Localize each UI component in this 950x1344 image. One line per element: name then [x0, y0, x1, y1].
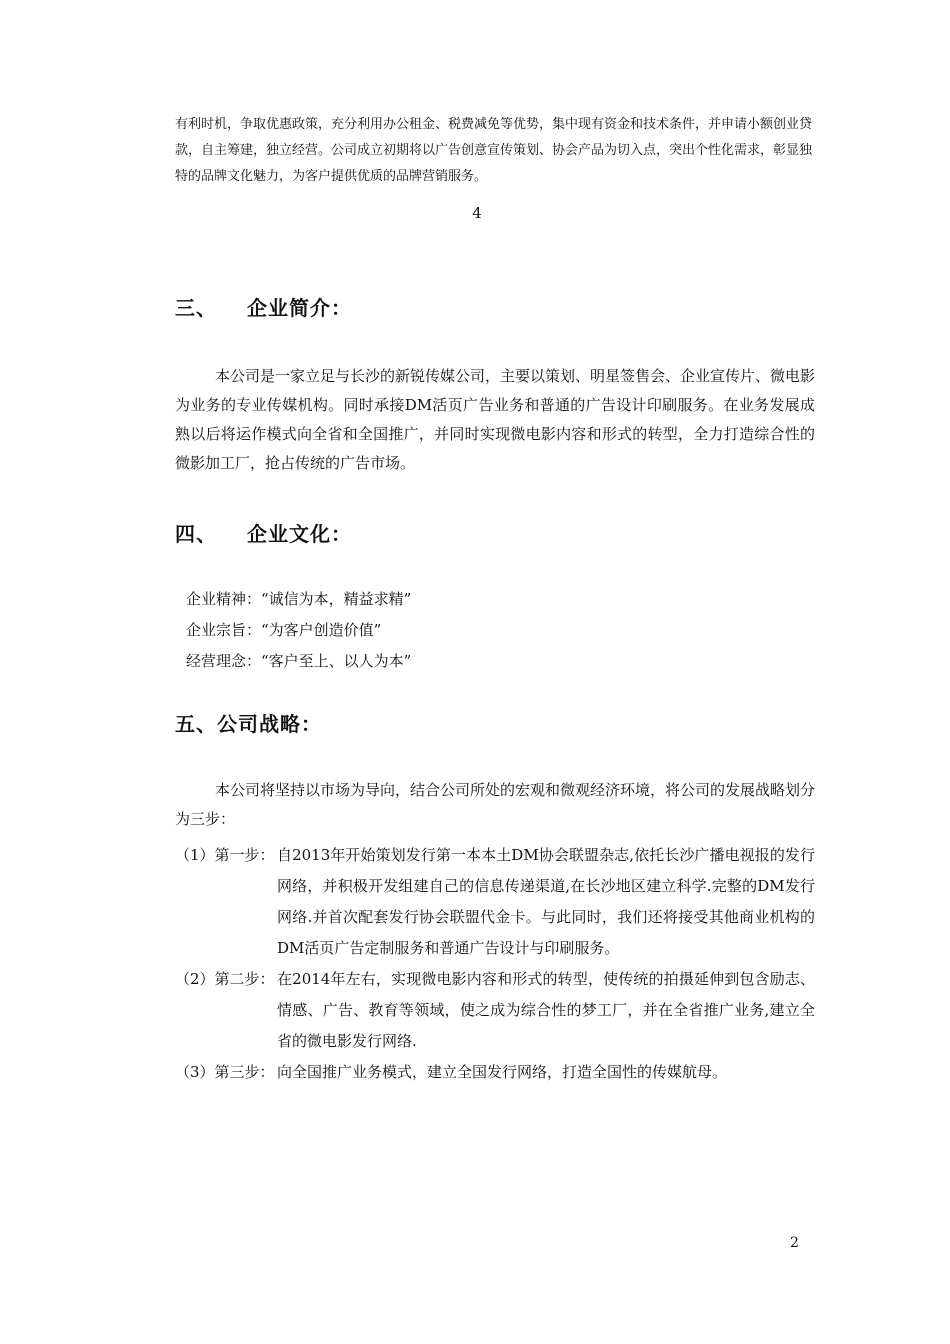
- section-5-body: [175, 776, 815, 834]
- section-5-text: 本公司将坚持以市场为导向，结合公司所处的宏观和微观经济环境，将公司的发展战略划分为三步：: [175, 781, 816, 828]
- strategy-step-3: [175, 1057, 815, 1088]
- strategy-steps: [175, 840, 815, 1088]
- step-label: （2）第二步：: [175, 970, 275, 988]
- intro-paragraph: [175, 112, 815, 190]
- section-3-body: [175, 362, 815, 478]
- culture-item-spirit: 企业精神：“诚信为本，精益求精”: [186, 590, 412, 608]
- section-4-title: 企业文化：: [247, 522, 352, 546]
- section-3-number: 三、: [175, 296, 217, 320]
- section-4-heading: [175, 518, 352, 547]
- strategy-step-2: [175, 964, 815, 1057]
- section-5-heading: [175, 708, 322, 737]
- step-label: （3）第三步：: [175, 1063, 275, 1081]
- inline-page-number: 4: [472, 204, 482, 222]
- culture-item-philosophy: 经营理念：“客户至上、以人为本”: [186, 652, 412, 670]
- section-4-number: 四、: [175, 522, 217, 546]
- step-text: 自2013年开始策划发行第一本本土DM协会联盟杂志,依托长沙广播电视报的发行网络，并积极开发组建自己的信息传递渠道,在长沙地区建立科学.完整的DM发行网络.并首次配套发行协会联盟代金卡。与此同时，我们还将接受其他商业机构的DM活页广告定制服务和普通广告设计与印刷服务。: [277, 846, 815, 957]
- section-3-text: 本公司是一家立足与长沙的新锐传媒公司，主要以策划、明星签售会、企业宣传片、微电影为业务的专业传媒机构。同时承接DM活页广告业务和普通的广告设计印刷服务。在业务发展成熟以后将运作模式向全省和全国推广，并同时实现微电影内容和形式的转型，全力打造综合性的微影加工厂，抢占传统的广告市场。: [175, 367, 816, 472]
- step-text: 在2014年左右，实现微电影内容和形式的转型，使传统的拍摄延伸到包含励志、情感、广告、教育等领域，使之成为综合性的梦工厂，并在全省推广业务,建立全省的微电影发行网络.: [277, 970, 815, 1050]
- strategy-step-1: [175, 840, 815, 964]
- page-number: 2: [790, 1235, 799, 1251]
- culture-item-purpose: 企业宗旨：“为客户创造价值”: [186, 621, 382, 639]
- section-3-title: 企业简介：: [247, 296, 352, 320]
- step-label: （1）第一步：: [175, 846, 275, 864]
- section-5-title: 五、公司战略：: [175, 712, 322, 736]
- culture-list: [186, 584, 411, 677]
- step-text: 向全国推广业务模式，建立全国发行网络，打造全国性的传媒航母。: [277, 1063, 728, 1081]
- intro-text: 有利时机，争取优惠政策，充分利用办公租金、税费减免等优势，集中现有资金和技术条件，并申请小额创业贷款，自主筹建，独立经营。公司成立初期将以广告创意宣传策划、协会产品为切入点，突出个性化需求，彰显独特的品牌文化魅力，为客户提供优质的品牌营销服务。: [175, 117, 813, 184]
- section-3-heading: [175, 292, 352, 321]
